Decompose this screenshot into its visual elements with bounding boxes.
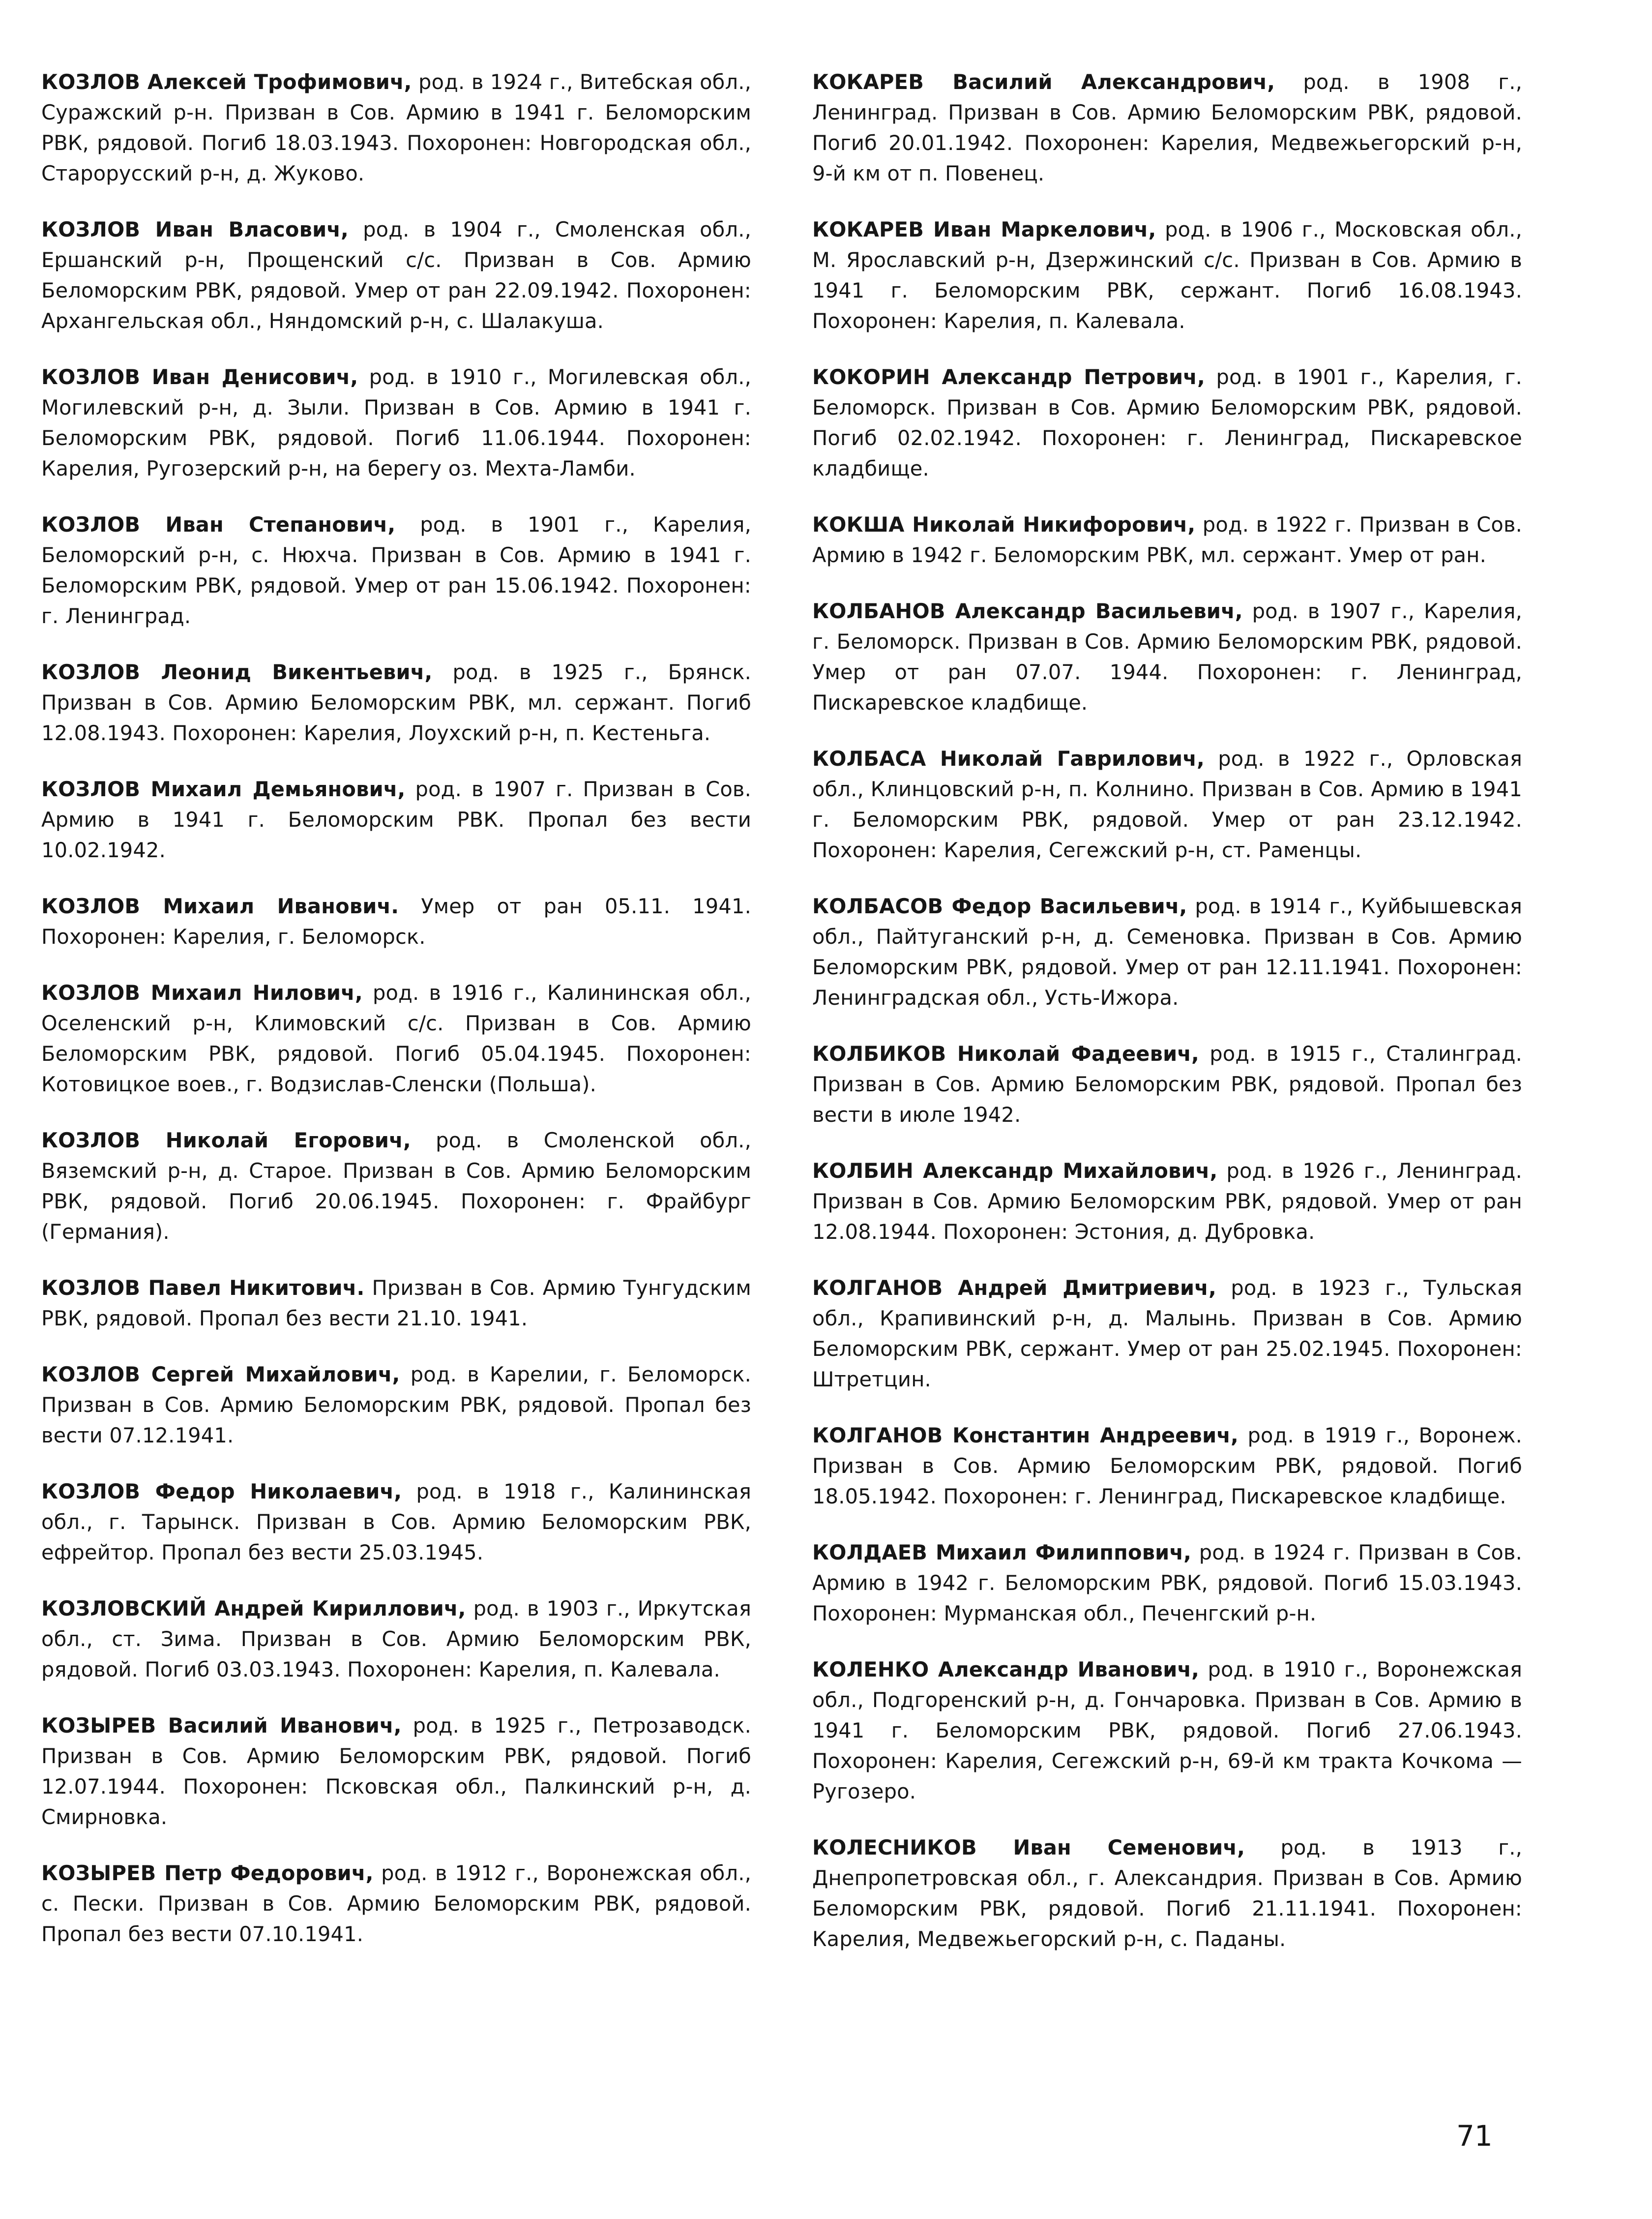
entry-text: род. в 1912 г., Воронежская обл., с. Пески. Призван в Сов. Армию Беломорским РВК, рядовой. Пропал без вести 07.10.1941. [41,1861,751,1946]
entry-name: КОКАРЕВ Василий Александрович, [812,70,1275,94]
entry-name: КОКАРЕВ Иван Маркелович, [812,217,1156,241]
left-column [41,67,751,1975]
entry [812,510,1522,570]
entry-name: КОЛЕСНИКОВ Иван Семенович, [812,1835,1245,1859]
entry-text: род. в 1925 г., Петрозаводск. Призван в Сов. Армию Беломорским РВК, рядовой. Погиб 12.07.1944. Похоронен: Псковская обл., Палкинский р-н, д. Смирновка. [41,1713,751,1829]
entry-name: КОЛГАНОВ Андрей Дмитриевич, [812,1276,1216,1300]
entry-name: КОЛБИКОВ Николай Фадеевич, [812,1042,1200,1066]
entry-name: КОЛГАНОВ Константин Андреевич, [812,1423,1239,1447]
entry [812,596,1522,718]
entry [41,510,751,631]
entry [41,362,751,484]
entry [812,1832,1522,1954]
entry [812,1039,1522,1130]
entry-name: КОЗЛОВ Леонид Викентьевич, [41,660,433,684]
entry-text: род. в 1922 г., Орловская обл., Клинцовский р-н, п. Колнино. Призван в Сов. Армию в 1941 г. Беломорским РВК, рядовой. Умер от ран 23.12.1942. Похоронен: Карелия, Сегежский р-н, ст. Раменцы. [812,747,1522,862]
entry-text: род. в Смоленской обл., Вяземский р-н, д. Старое. Призван в Сов. Армию Беломорским РВК, рядовой. Погиб 20.06.1945. Похоронен: г. Фрайбург (Германия). [41,1128,751,1244]
entry-text: род. в 1914 г., Куйбышевская обл., Пайтуганский р-н, д. Семеновка. Призван в Сов. Армию Беломорским РВК, рядовой. Умер от ран 12.11.1941. Похоронен: Ленинградская обл., Усть-Ижора. [812,894,1522,1010]
entry [812,1420,1522,1512]
entry [41,1710,751,1832]
entry [41,978,751,1100]
entry-name: КОЗЛОВ Михаил Нилович, [41,981,363,1005]
entry-text: род. в 1908 г., Ленинград. Призван в Сов. Армию Беломорским РВК, рядовой. Погиб 20.01.1942. Похоронен: Карелия, Медвежьегорский р-н, 9-й км от п. Повенец. [812,70,1522,185]
entry-text: род. в 1922 г. Призван в Сов. Армию в 1942 г. Беломорским РВК, мл. сержант. Умер от ран. [812,512,1522,567]
entry [812,891,1522,1013]
entry-name: КОЛДАЕВ Михаил Филиппович, [812,1540,1192,1564]
entry [41,1858,751,1949]
entry-text: род. в 1907 г., Карелия, г. Беломорск. Призван в Сов. Армию Беломорским РВК, рядовой. Умер от ран 07.07. 1944. Похоронен: г. Ленинград, Пискаревское кладбище. [812,599,1522,715]
entry [41,214,751,336]
entry [812,362,1522,484]
entry-text: род. в 1924 г., Витебская обл., Суражский р-н. Призван в Сов. Армию в 1941 г. Беломорским РВК, рядовой. Погиб 18.03.1943. Похоронен: Новгородская обл., Старорусский р-н, д. Жуково. [41,70,751,185]
entry [812,744,1522,866]
entry-text: Призван в Сов. Армию Тунгудским РВК, рядовой. Пропал без вести 21.10. 1941. [41,1276,751,1330]
entry [812,1156,1522,1247]
entry-name: КОЗЛОВ Михаил Демьянович, [41,777,406,801]
entry [812,1273,1522,1395]
entry [41,1359,751,1451]
entry-text: род. в 1910 г., Могилевская обл., Могилевский р-н, д. Зыли. Призван в Сов. Армию в 1941 г. Беломорским РВК, рядовой. Погиб 11.06.1944. Похоронен: Карелия, Ругозерский р-н, на берегу оз. Мехта-Ламби. [41,365,751,480]
entry-text: род. в Карелии, г. Беломорск. Призван в Сов. Армию Беломорским РВК, рядовой. Пропал без вести 07.12.1941. [41,1362,751,1447]
entry-text: род. в 1907 г. Призван в Сов. Армию в 1941 г. Беломорским РВК. Пропал без вести 10.02.1942. [41,777,751,862]
entry [812,1654,1522,1807]
entry-name: КОКОРИН Александр Петрович, [812,365,1205,389]
entry-text: род. в 1913 г., Днепропетровская обл., г. Александрия. Призван в Сов. Армию Беломорским РВК, рядовой. Погиб 21.11.1941. Похоронен: Карелия, Медвежьегорский р-н, с. Паданы. [812,1835,1522,1951]
entry-name: КОЗЛОВ Михаил Иванович. [41,894,399,918]
entry-text: род. в 1919 г., Воронеж. Призван в Сов. Армию Беломорским РВК, рядовой. Погиб 18.05.1942. Похоронен: г. Ленинград, Пискаревское кладбище. [812,1423,1522,1508]
entry [812,1537,1522,1629]
entry-name: КОЛБИН Александр Михайлович, [812,1159,1218,1183]
entry-text: род. в 1918 г., Калининская обл., г. Тарынск. Призван в Сов. Армию Беломорским РВК, ефрейтор. Пропал без вести 25.03.1945. [41,1479,751,1564]
entry [812,67,1522,189]
entry-name: КОЗЛОВ Иван Власович, [41,217,349,241]
entry-name: КОЛБАСА Николай Гаврилович, [812,747,1205,771]
entry-name: КОЗЫРЕВ Петр Федорович, [41,1861,374,1885]
entry [812,214,1522,336]
entry-text: род. в 1924 г. Призван в Сов. Армию в 1942 г. Беломорским РВК, рядовой. Погиб 15.03.1943. Похоронен: Мурманская обл., Печенгский р-н. [812,1540,1522,1625]
entry-text: род. в 1923 г., Тульская обл., Крапивинский р-н, д. Малынь. Призван в Сов. Армию Беломорским РВК, сержант. Умер от ран 25.02.1945. Похоронен: Штретцин. [812,1276,1522,1391]
entry-name: КОЗЛОВ Иван Денисович, [41,365,358,389]
entry-name: КОЛБАСОВ Федор Васильевич, [812,894,1187,918]
entry-name: КОЗЛОВ Федор Николаевич, [41,1479,402,1503]
entry-name: КОЗЛОВ Сергей Михайлович, [41,1362,400,1386]
entry [41,1125,751,1247]
entry-name: КОЛЕНКО Александр Иванович, [812,1657,1200,1681]
entry-text: род. в 1904 г., Смоленская обл., Ершанский р-н, Прощенский с/с. Призван в Сов. Армию Беломорским РВК, рядовой. Умер от ран 22.09.1942. Похоронен: Архангельская обл., Няндомский р-н, с. Шалакуша. [41,217,751,333]
entry-name: КОЗЫРЕВ Василий Иванович, [41,1713,402,1738]
entry-name: КОЛБАНОВ Александр Васильевич, [812,599,1243,623]
right-column [812,67,1522,1980]
entry [41,1593,751,1685]
entry-text: Умер от ран 05.11. 1941. Похоронен: Карелия, г. Беломорск. [41,894,751,949]
entry-text: род. в 1925 г., Брянск. Призван в Сов. Армию Беломорским РВК, мл. сержант. Погиб 12.08.1943. Похоронен: Карелия, Лоухский р-н, п. Кестеньга. [41,660,751,745]
entry-text: род. в 1926 г., Ленинград. Призван в Сов. Армию Беломорским РВК, рядовой. Умер от ран 12.08.1944. Похоронен: Эстония, д. Дубровка. [812,1159,1522,1244]
entry-name: КОЗЛОВСКИЙ Андрей Кириллович, [41,1596,466,1620]
entry [41,1476,751,1568]
entry-name: КОЗЛОВ Николай Егорович, [41,1128,411,1152]
entry-text: род. в 1915 г., Сталинград. Призван в Сов. Армию Беломорским РВК, рядовой. Пропал без вести в июле 1942. [812,1042,1522,1127]
entry [41,774,751,866]
entry-text: род. в 1903 г., Иркутская обл., ст. Зима. Призван в Сов. Армию Беломорским РВК, рядовой. Погиб 03.03.1943. Похоронен: Карелия, п. Калевала. [41,1596,751,1681]
page-number: 71 [1456,2119,1493,2153]
entry-text: род. в 1901 г., Карелия, Беломорский р-н, с. Нюхча. Призван в Сов. Армию в 1941 г. Беломорским РВК, рядовой. Умер от ран 15.06.1942. Похоронен: г. Ленинград. [41,512,751,628]
entry [41,1273,751,1334]
entry-text: род. в 1916 г., Калининская обл., Оселенский р-н, Климовский с/с. Призван в Сов. Армию Беломорским РВК, рядовой. Погиб 05.04.1945. Похоронен: Котовицкое воев., г. Водзислав-Сленски (Польша). [41,981,751,1096]
entry [41,657,751,749]
entry [41,67,751,189]
entry-text: род. в 1910 г., Воронежская обл., Подгоренский р-н, д. Гончаровка. Призван в Сов. Армию в 1941 г. Беломорским РВК, рядовой. Погиб 27.06.1943. Похоронен: Карелия, Сегежский р-н, 69-й км тракта Кочкома — Ругозеро. [812,1657,1523,1803]
entry-text: род. в 1906 г., Московская обл., М. Ярославский р-н, Дзержинский с/с. Призван в Сов. Армию в 1941 г. Беломорским РВК, сержант. Погиб 16.08.1943. Похоронен: Карелия, п. Калевала. [812,217,1522,333]
entry-name: КОКША Николай Никифорович, [812,512,1196,537]
entry [41,891,751,952]
entry-text: род. в 1901 г., Карелия, г. Беломорск. Призван в Сов. Армию Беломорским РВК, рядовой. Погиб 02.02.1942. Похоронен: г. Ленинград, Пискаревское кладбище. [812,365,1522,480]
entry-name: КОЗЛОВ Алексей Трофимович, [41,70,412,94]
entry-name: КОЗЛОВ Павел Никитович. [41,1276,365,1300]
entry-name: КОЗЛОВ Иван Степанович, [41,512,396,537]
